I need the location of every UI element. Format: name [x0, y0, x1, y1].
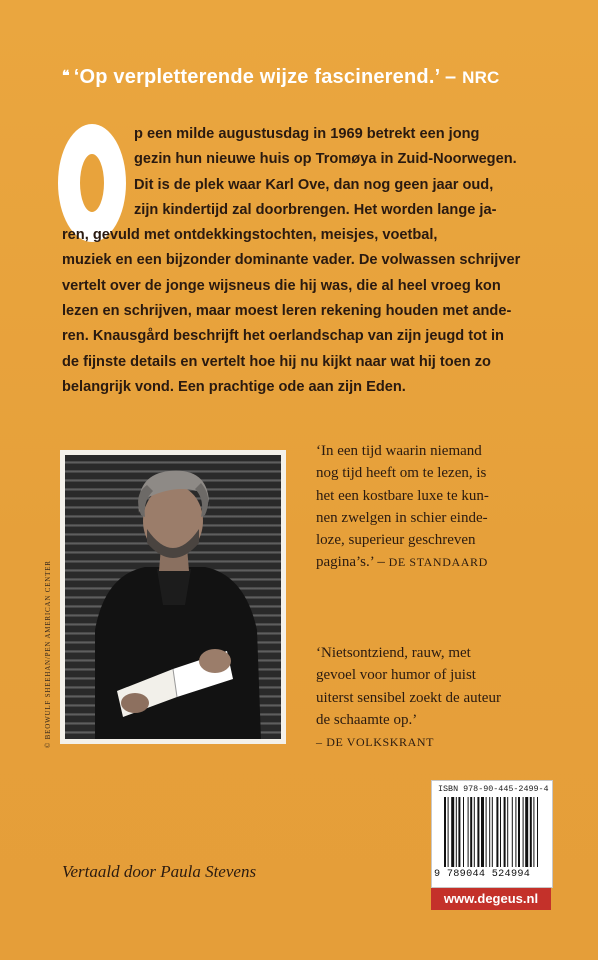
- barcode-bars: [444, 797, 540, 869]
- blurb-line: zijn kindertijd zal doorbrengen. Het worden lange ja-: [134, 201, 497, 218]
- review-line: gevoel voor humor of juist: [316, 667, 476, 684]
- quote-dash: –: [439, 66, 463, 88]
- review-line: loze, superieur geschreven: [316, 532, 476, 549]
- review-last-text: pagina’s.’ –: [316, 554, 389, 571]
- review-line: nog tijd heeft om te lezen, is: [316, 465, 487, 482]
- blurb-line: ren, gevuld met ontdekkingstochten, meisjes, voetbal,: [62, 227, 438, 244]
- blurb-line: ren. Knausgård beschrijft het oerlandschap van zijn jeugd tot in: [62, 328, 504, 345]
- barcode: [431, 780, 553, 888]
- review-line: ‘In een tijd waarin niemand: [316, 443, 482, 459]
- barcode-number: 9 789044 524994: [434, 869, 531, 880]
- translator-credit: Vertaald door Paula Stevens: [62, 862, 257, 881]
- featured-quote-text: ‘Op verpletterende wijze fascinerend.’: [73, 66, 440, 88]
- blurb-line: belangrijk vond. Een prachtige ode aan zijn Eden.: [62, 378, 406, 395]
- quote-mark-icon: ❝: [62, 67, 70, 83]
- blurb-line: de fijnste details en vertelt hoe hij nu kijkt naar wat hij toen zo: [62, 353, 491, 370]
- blurb-line: vertelt over de jonge wijsneus die hij was, die al heel vroeg kon: [62, 277, 501, 294]
- review-line: het een kostbare luxe te kun-: [316, 487, 489, 504]
- blurb-line: muziek en een bijzonder dominante vader. De volwassen schrijver: [62, 252, 521, 269]
- blurb-paragraph: [62, 122, 548, 400]
- photo-credit: © BEOWULF SHEEHAN/PEN AMERICAN CENTER: [44, 560, 52, 748]
- review-quote-standaard: [316, 440, 576, 574]
- review-line: nen zwelgen in schier einde-: [316, 509, 488, 526]
- review-line: de schaamte op.’: [316, 711, 418, 728]
- review-line-last: [316, 551, 576, 573]
- blurb-line: Dit is de plek waar Karl Ove, dan nog geen jaar oud,: [134, 176, 494, 193]
- review-quote-volkskrant: [316, 642, 576, 753]
- isbn-text: ISBN 978-90-445-2499-4: [438, 784, 549, 794]
- featured-quote: [62, 66, 568, 89]
- blurb-line: p een milde augustusdag in 1969 betrekt een jong: [134, 126, 480, 142]
- review-source: – DE VOLKSKRANT: [316, 735, 435, 750]
- author-photo: [60, 450, 286, 744]
- author-photo-image: [65, 455, 281, 739]
- review-source: DE STANDAARD: [388, 555, 488, 570]
- blurb-line: lezen en schrijven, maar moest leren rekening houden met ande-: [62, 303, 512, 320]
- blurb-line: gezin hun nieuwe huis op Tromøya in Zuid-Noorwegen.: [134, 151, 517, 168]
- featured-quote-source: NRC: [462, 68, 500, 87]
- review-line: ‘Nietsontziend, rauw, met: [316, 645, 471, 661]
- publisher-url[interactable]: www.degeus.nl: [431, 888, 551, 910]
- review-line: uiterst sensibel zoekt de auteur: [316, 689, 501, 706]
- author-reading-illustration: [65, 455, 281, 739]
